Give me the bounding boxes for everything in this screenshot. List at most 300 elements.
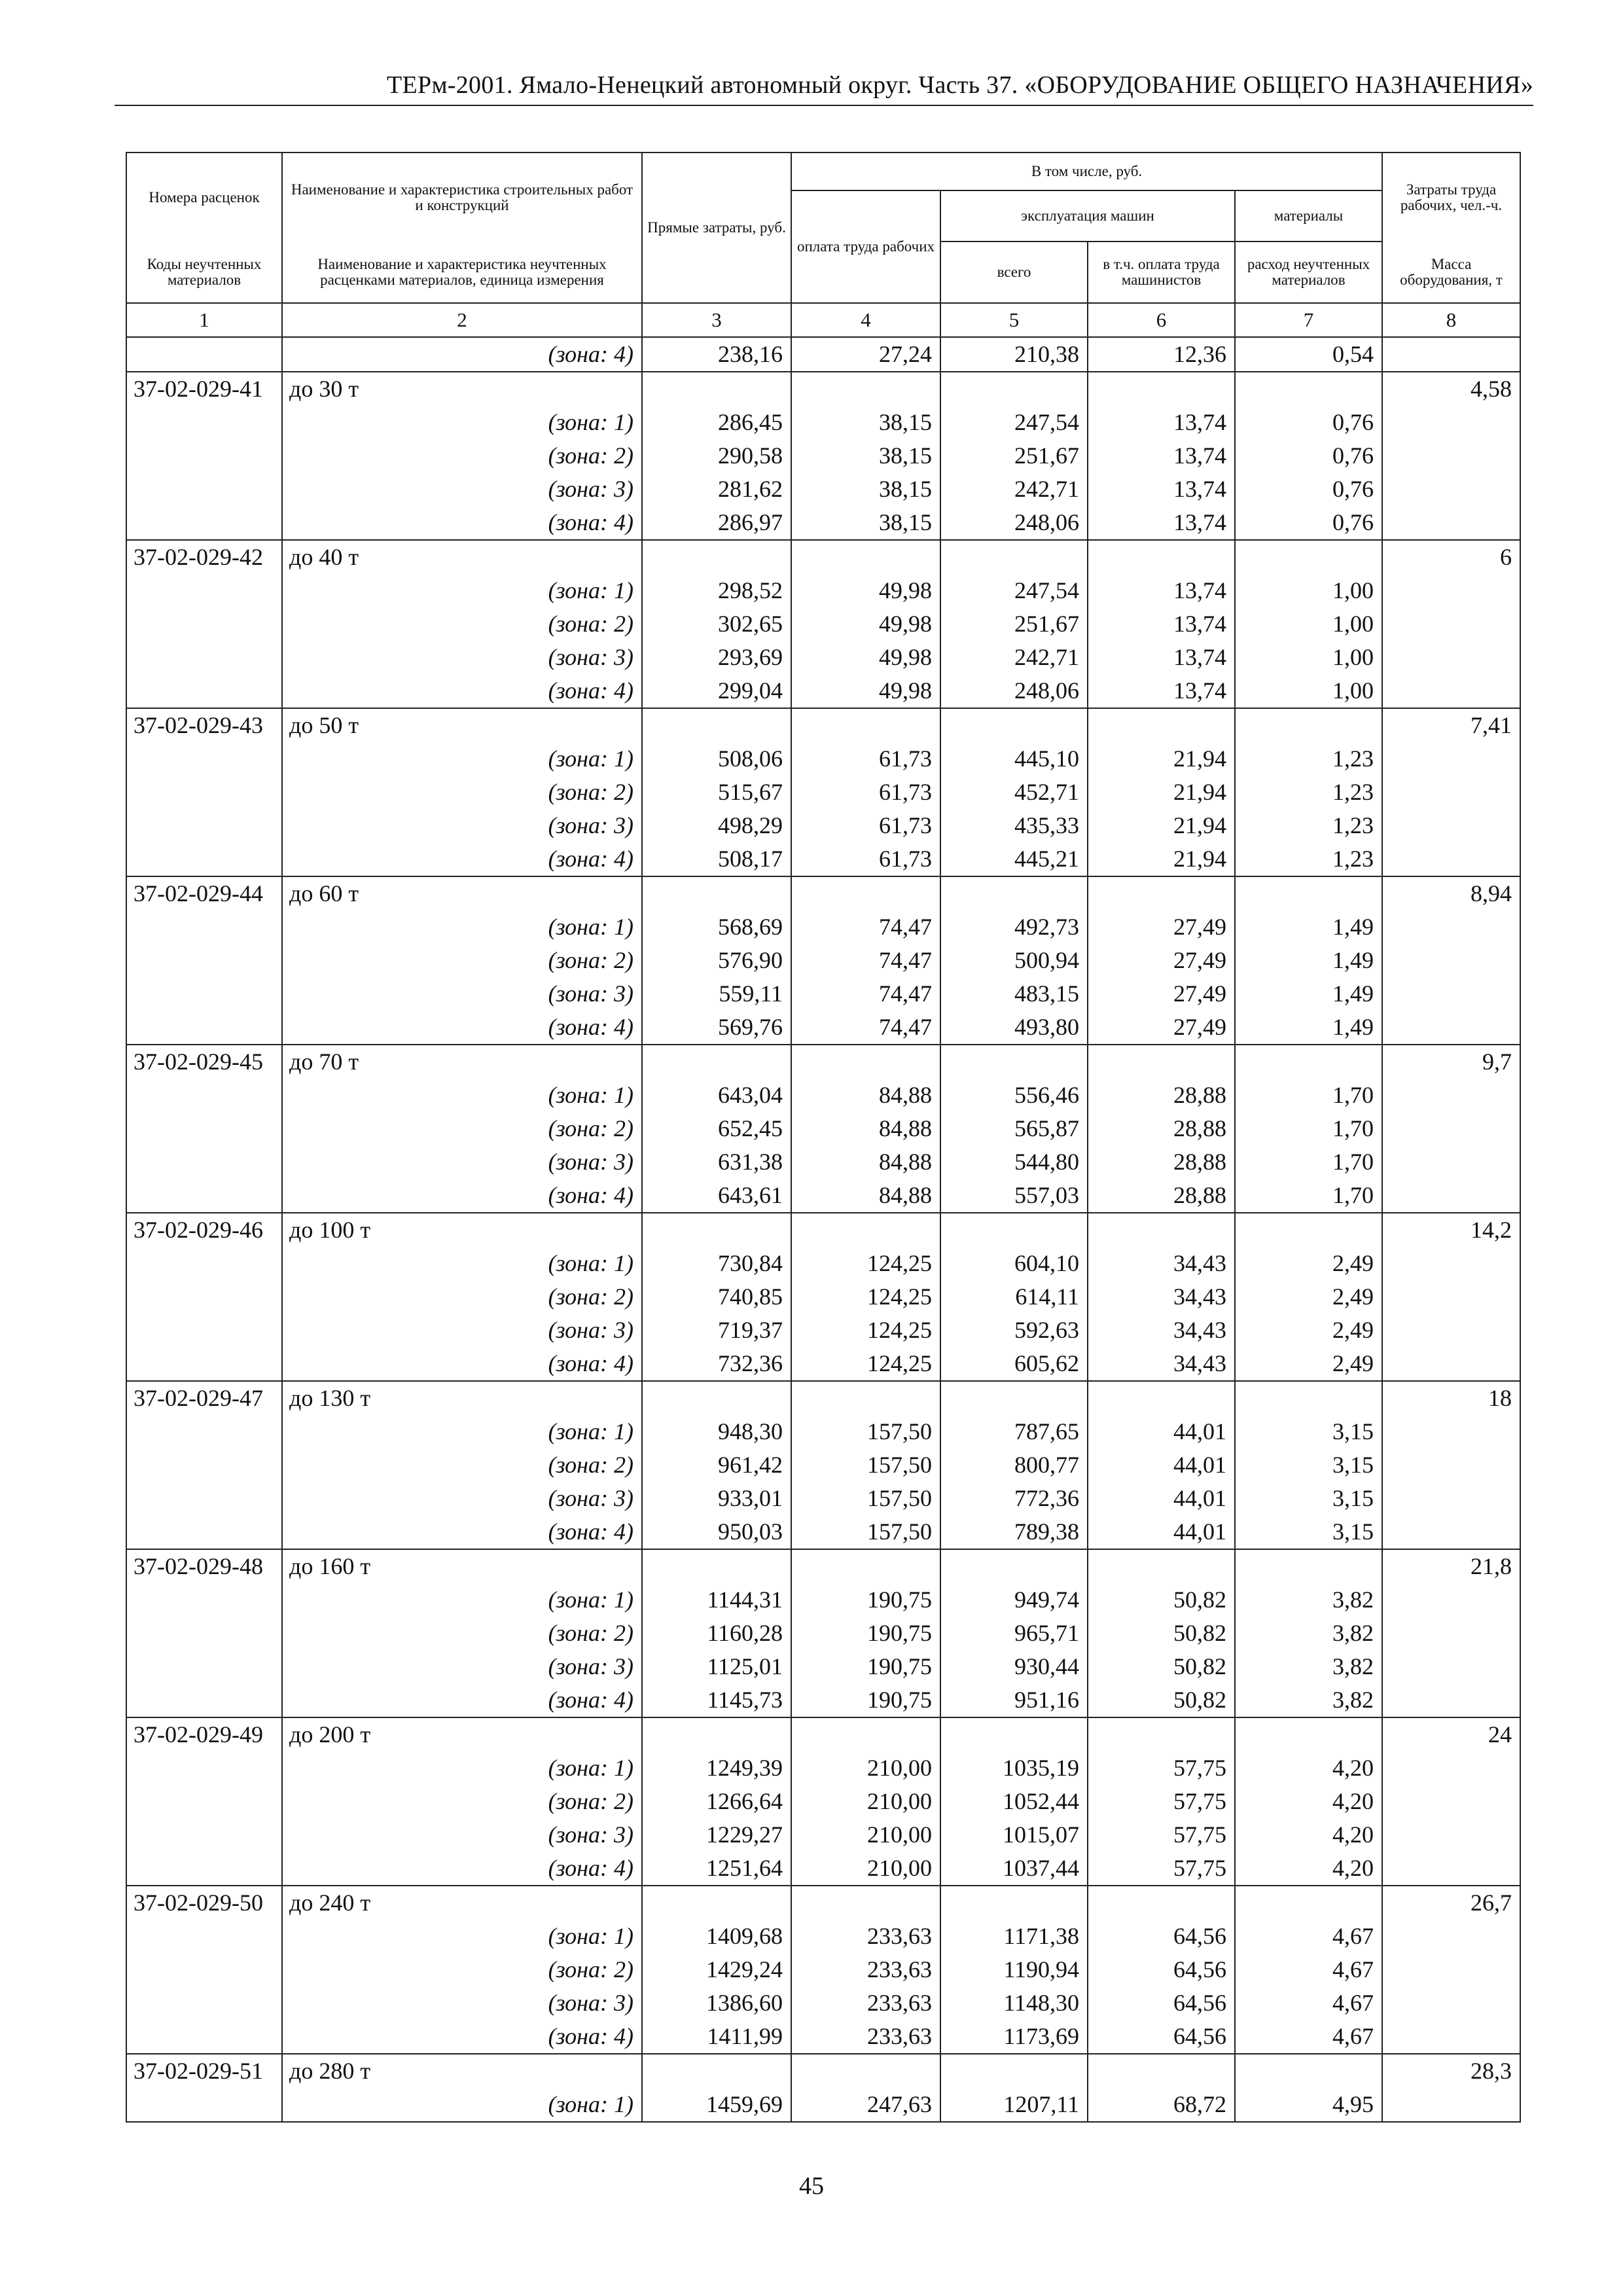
operators-pay-cell: 50,82 — [1088, 1683, 1235, 1717]
machine-total-cell: 248,06 — [940, 506, 1088, 540]
operators-pay-cell: 50,82 — [1088, 1650, 1235, 1683]
mass-cell — [1382, 1515, 1520, 1549]
labor-pay-cell: 190,75 — [791, 1683, 940, 1717]
direct-costs-cell: 302,65 — [642, 607, 791, 641]
table-row — [126, 1717, 1520, 1751]
direct-costs-cell: 961,42 — [642, 1448, 791, 1482]
description-cell: (зона: 2) — [282, 607, 642, 641]
mass-cell — [1382, 742, 1520, 776]
rate-code-cell — [126, 2020, 282, 2054]
direct-costs-cell: 631,38 — [642, 1145, 791, 1179]
operators-pay-cell: 21,94 — [1088, 809, 1235, 842]
column-number: 1 — [126, 303, 282, 337]
direct-costs-cell — [642, 1213, 791, 1247]
machine-total-cell: 1015,07 — [940, 1818, 1088, 1852]
header-unaccounted-codes: Коды неучтенных материалов — [126, 242, 282, 303]
direct-costs-cell: 1251,64 — [642, 1852, 791, 1886]
description-cell: (зона: 1) — [282, 1247, 642, 1280]
operators-pay-cell — [1088, 1549, 1235, 1583]
direct-costs-cell: 1459,69 — [642, 2088, 791, 2122]
labor-pay-cell: 233,63 — [791, 1953, 940, 1986]
machine-total-cell — [940, 1886, 1088, 1920]
mass-cell: 7,41 — [1382, 708, 1520, 742]
table-row — [126, 1213, 1520, 1247]
materials-cell: 1,70 — [1235, 1112, 1382, 1145]
mass-cell — [1382, 1852, 1520, 1886]
direct-costs-cell: 1429,24 — [642, 1953, 791, 1986]
machine-total-cell: 435,33 — [940, 809, 1088, 842]
page-number: 45 — [799, 2172, 824, 2200]
rate-code-cell: 37-02-029-43 — [126, 708, 282, 742]
labor-pay-cell: 190,75 — [791, 1650, 940, 1683]
mass-cell — [1382, 977, 1520, 1011]
machine-total-cell — [940, 1213, 1088, 1247]
operators-pay-cell — [1088, 708, 1235, 742]
materials-cell: 2,49 — [1235, 1247, 1382, 1280]
direct-costs-cell: 1409,68 — [642, 1920, 791, 1953]
description-cell: (зона: 3) — [282, 1482, 642, 1515]
description-cell: (зона: 2) — [282, 1953, 642, 1986]
machine-total-cell — [940, 1549, 1088, 1583]
description-cell: до 240 т — [282, 1886, 642, 1920]
rate-code-cell — [126, 1112, 282, 1145]
machine-total-cell: 445,10 — [940, 742, 1088, 776]
labor-pay-cell: 49,98 — [791, 641, 940, 674]
mass-cell — [1382, 1011, 1520, 1045]
labor-pay-cell — [791, 708, 940, 742]
description-cell: (зона: 2) — [282, 1785, 642, 1818]
operators-pay-cell: 13,74 — [1088, 574, 1235, 607]
labor-pay-cell: 233,63 — [791, 1986, 940, 2020]
operators-pay-cell: 27,49 — [1088, 1011, 1235, 1045]
operators-pay-cell: 64,56 — [1088, 1920, 1235, 1953]
description-cell: (зона: 4) — [282, 1347, 642, 1381]
labor-pay-cell: 210,00 — [791, 1818, 940, 1852]
operators-pay-cell: 57,75 — [1088, 1751, 1235, 1785]
materials-cell: 2,49 — [1235, 1280, 1382, 1314]
mass-cell — [1382, 910, 1520, 944]
rate-code-cell: 37-02-029-50 — [126, 1886, 282, 1920]
materials-cell — [1235, 1886, 1382, 1920]
labor-pay-cell: 38,15 — [791, 473, 940, 506]
direct-costs-cell: 740,85 — [642, 1280, 791, 1314]
running-header: ТЕРм-2001. Ямало-Ненецкий автономный округ. Часть 37. «ОБОРУДОВАНИЕ ОБЩЕГО НАЗНАЧЕНИЯ» — [387, 71, 1533, 99]
operators-pay-cell: 28,88 — [1088, 1079, 1235, 1112]
machine-total-cell: 1148,30 — [940, 1986, 1088, 2020]
direct-costs-cell: 286,45 — [642, 406, 791, 439]
mass-cell — [1382, 607, 1520, 641]
direct-costs-cell: 238,16 — [642, 337, 791, 372]
description-cell: (зона: 3) — [282, 473, 642, 506]
table-row — [126, 2088, 1520, 2122]
labor-pay-cell — [791, 1717, 940, 1751]
mass-cell — [1382, 1482, 1520, 1515]
table-row — [126, 439, 1520, 473]
rate-code-cell — [126, 1011, 282, 1045]
labor-pay-cell — [791, 1045, 940, 1079]
direct-costs-cell: 515,67 — [642, 776, 791, 809]
direct-costs-cell: 1266,64 — [642, 1785, 791, 1818]
machine-total-cell: 772,36 — [940, 1482, 1088, 1515]
description-cell: (зона: 1) — [282, 910, 642, 944]
machine-total-cell: 493,80 — [940, 1011, 1088, 1045]
rate-code-cell — [126, 1079, 282, 1112]
machine-total-cell: 492,73 — [940, 910, 1088, 944]
mass-cell — [1382, 1247, 1520, 1280]
labor-pay-cell: 233,63 — [791, 1920, 940, 1953]
machine-total-cell: 614,11 — [940, 1280, 1088, 1314]
materials-cell: 3,82 — [1235, 1683, 1382, 1717]
mass-cell — [1382, 473, 1520, 506]
rate-code-cell — [126, 1683, 282, 1717]
labor-pay-cell: 38,15 — [791, 439, 940, 473]
direct-costs-cell: 652,45 — [642, 1112, 791, 1145]
mass-cell: 26,7 — [1382, 1886, 1520, 1920]
labor-pay-cell — [791, 2054, 940, 2088]
materials-cell: 4,20 — [1235, 1785, 1382, 1818]
labor-pay-cell: 210,00 — [791, 1785, 940, 1818]
description-cell: (зона: 3) — [282, 1818, 642, 1852]
table-row — [126, 607, 1520, 641]
materials-cell: 1,70 — [1235, 1145, 1382, 1179]
description-cell: (зона: 1) — [282, 1415, 642, 1448]
table-row — [126, 1448, 1520, 1482]
direct-costs-cell: 508,06 — [642, 742, 791, 776]
mass-cell — [1382, 1751, 1520, 1785]
operators-pay-cell: 13,74 — [1088, 506, 1235, 540]
header-direct-costs: Прямые затраты, руб. — [642, 152, 791, 303]
description-cell: до 280 т — [282, 2054, 642, 2088]
description-cell: (зона: 4) — [282, 1011, 642, 1045]
rate-code-cell — [126, 641, 282, 674]
direct-costs-cell: 1249,39 — [642, 1751, 791, 1785]
table-row — [126, 1852, 1520, 1886]
labor-pay-cell: 84,88 — [791, 1179, 940, 1213]
table-row — [126, 1381, 1520, 1415]
machine-total-cell — [940, 876, 1088, 910]
materials-cell: 3,82 — [1235, 1650, 1382, 1683]
mass-cell: 4,58 — [1382, 372, 1520, 406]
materials-cell: 3,15 — [1235, 1482, 1382, 1515]
operators-pay-cell: 21,94 — [1088, 842, 1235, 876]
labor-pay-cell: 74,47 — [791, 910, 940, 944]
machine-total-cell — [940, 372, 1088, 406]
table-row — [126, 1683, 1520, 1717]
labor-pay-cell: 210,00 — [791, 1852, 940, 1886]
table-row — [126, 2054, 1520, 2088]
column-number: 3 — [642, 303, 791, 337]
machine-total-cell: 544,80 — [940, 1145, 1088, 1179]
labor-pay-cell: 124,25 — [791, 1347, 940, 1381]
description-cell: (зона: 1) — [282, 574, 642, 607]
machine-total-cell: 251,67 — [940, 607, 1088, 641]
table-row — [126, 708, 1520, 742]
header-including: В том числе, руб. — [791, 152, 1382, 190]
materials-cell: 1,00 — [1235, 641, 1382, 674]
mass-cell — [1382, 1617, 1520, 1650]
rate-code-cell — [126, 1986, 282, 2020]
operators-pay-cell: 68,72 — [1088, 2088, 1235, 2122]
rate-code-cell — [126, 406, 282, 439]
machine-total-cell: 500,94 — [940, 944, 1088, 977]
operators-pay-cell: 57,75 — [1088, 1785, 1235, 1818]
mass-cell — [1382, 1953, 1520, 1986]
description-cell: (зона: 3) — [282, 1650, 642, 1683]
rate-code-cell — [126, 439, 282, 473]
labor-pay-cell: 61,73 — [791, 742, 940, 776]
description-cell: (зона: 3) — [282, 977, 642, 1011]
rate-code-cell — [126, 2088, 282, 2122]
mass-cell: 8,94 — [1382, 876, 1520, 910]
description-cell: до 160 т — [282, 1549, 642, 1583]
rate-code-cell — [126, 1583, 282, 1617]
labor-pay-cell: 74,47 — [791, 1011, 940, 1045]
operators-pay-cell: 27,49 — [1088, 944, 1235, 977]
direct-costs-cell: 576,90 — [642, 944, 791, 977]
rate-code-cell: 37-02-029-46 — [126, 1213, 282, 1247]
table-row — [126, 337, 1520, 372]
materials-cell: 0,54 — [1235, 337, 1382, 372]
labor-pay-cell: 74,47 — [791, 977, 940, 1011]
materials-cell: 2,49 — [1235, 1347, 1382, 1381]
rate-code-cell — [126, 1314, 282, 1347]
mass-cell: 21,8 — [1382, 1549, 1520, 1583]
operators-pay-cell: 13,74 — [1088, 607, 1235, 641]
mass-cell — [1382, 337, 1520, 372]
rate-code-cell: 37-02-029-41 — [126, 372, 282, 406]
materials-cell — [1235, 876, 1382, 910]
direct-costs-cell — [642, 2054, 791, 2088]
machine-total-cell: 565,87 — [940, 1112, 1088, 1145]
table-row — [126, 1986, 1520, 2020]
mass-cell — [1382, 776, 1520, 809]
column-number: 7 — [1235, 303, 1382, 337]
labor-pay-cell — [791, 1886, 940, 1920]
machine-total-cell: 605,62 — [940, 1347, 1088, 1381]
rate-code-cell — [126, 574, 282, 607]
table-row — [126, 1280, 1520, 1314]
table-row — [126, 1785, 1520, 1818]
machine-total-cell: 556,46 — [940, 1079, 1088, 1112]
description-cell: до 70 т — [282, 1045, 642, 1079]
materials-cell — [1235, 1045, 1382, 1079]
labor-pay-cell — [791, 1381, 940, 1415]
direct-costs-cell: 286,97 — [642, 506, 791, 540]
rate-code-cell — [126, 1953, 282, 1986]
description-cell: до 30 т — [282, 372, 642, 406]
header-labor-costs: Затраты труда рабочих, чел.-ч. — [1382, 152, 1520, 242]
machine-total-cell: 1035,19 — [940, 1751, 1088, 1785]
labor-pay-cell: 49,98 — [791, 574, 940, 607]
table-row — [126, 406, 1520, 439]
operators-pay-cell: 57,75 — [1088, 1852, 1235, 1886]
direct-costs-cell: 950,03 — [642, 1515, 791, 1549]
column-number: 5 — [940, 303, 1088, 337]
mass-cell: 28,3 — [1382, 2054, 1520, 2088]
labor-pay-cell: 157,50 — [791, 1448, 940, 1482]
operators-pay-cell: 27,49 — [1088, 977, 1235, 1011]
direct-costs-cell: 1160,28 — [642, 1617, 791, 1650]
labor-pay-cell — [791, 1213, 940, 1247]
operators-pay-cell: 57,75 — [1088, 1818, 1235, 1852]
labor-pay-cell — [791, 540, 940, 574]
description-cell: до 100 т — [282, 1213, 642, 1247]
machine-total-cell: 445,21 — [940, 842, 1088, 876]
materials-cell — [1235, 2054, 1382, 2088]
mass-cell — [1382, 1583, 1520, 1617]
table-header — [126, 152, 1520, 303]
header-rule — [115, 105, 1533, 106]
table-row — [126, 1045, 1520, 1079]
table-row — [126, 506, 1520, 540]
machine-total-cell: 1207,11 — [940, 2088, 1088, 2122]
mass-cell — [1382, 574, 1520, 607]
description-cell: (зона: 1) — [282, 1079, 642, 1112]
mass-cell — [1382, 2020, 1520, 2054]
materials-cell: 1,23 — [1235, 742, 1382, 776]
machine-total-cell: 1171,38 — [940, 1920, 1088, 1953]
labor-pay-cell: 49,98 — [791, 607, 940, 641]
materials-cell: 1,23 — [1235, 842, 1382, 876]
materials-cell: 1,70 — [1235, 1079, 1382, 1112]
mass-cell — [1382, 1920, 1520, 1953]
materials-cell — [1235, 708, 1382, 742]
machine-total-cell — [940, 1717, 1088, 1751]
materials-cell: 0,76 — [1235, 506, 1382, 540]
direct-costs-cell: 1411,99 — [642, 2020, 791, 2054]
direct-costs-cell: 730,84 — [642, 1247, 791, 1280]
materials-cell: 4,67 — [1235, 2020, 1382, 2054]
machine-total-cell: 965,71 — [940, 1617, 1088, 1650]
mass-cell — [1382, 1280, 1520, 1314]
machine-total-cell: 251,67 — [940, 439, 1088, 473]
labor-pay-cell: 49,98 — [791, 674, 940, 708]
mass-cell — [1382, 1448, 1520, 1482]
operators-pay-cell: 13,74 — [1088, 406, 1235, 439]
description-cell: (зона: 4) — [282, 1515, 642, 1549]
table-row — [126, 1415, 1520, 1448]
description-cell: (зона: 3) — [282, 641, 642, 674]
mass-cell — [1382, 1347, 1520, 1381]
machine-total-cell — [940, 1045, 1088, 1079]
machine-total-cell: 951,16 — [940, 1683, 1088, 1717]
rate-code-cell — [126, 1920, 282, 1953]
mass-cell — [1382, 1986, 1520, 2020]
direct-costs-cell: 1386,60 — [642, 1986, 791, 2020]
mass-cell — [1382, 1314, 1520, 1347]
machine-total-cell: 1052,44 — [940, 1785, 1088, 1818]
materials-cell: 2,49 — [1235, 1314, 1382, 1347]
table-row — [126, 1079, 1520, 1112]
labor-pay-cell: 157,50 — [791, 1415, 940, 1448]
rate-code-cell — [126, 1280, 282, 1314]
rate-code-cell — [126, 1247, 282, 1280]
rate-code-cell: 37-02-029-42 — [126, 540, 282, 574]
labor-pay-cell: 27,24 — [791, 337, 940, 372]
description-cell: (зона: 2) — [282, 1448, 642, 1482]
labor-pay-cell: 74,47 — [791, 944, 940, 977]
machine-total-cell: 789,38 — [940, 1515, 1088, 1549]
operators-pay-cell — [1088, 540, 1235, 574]
direct-costs-cell: 298,52 — [642, 574, 791, 607]
materials-cell — [1235, 1381, 1382, 1415]
rate-code-cell — [126, 742, 282, 776]
machine-total-cell — [940, 1381, 1088, 1415]
operators-pay-cell: 12,36 — [1088, 337, 1235, 372]
machine-total-cell: 1173,69 — [940, 2020, 1088, 2054]
rate-code-cell — [126, 607, 282, 641]
description-cell: до 60 т — [282, 876, 642, 910]
rate-code-cell — [126, 1852, 282, 1886]
materials-cell: 3,15 — [1235, 1515, 1382, 1549]
table-row — [126, 1751, 1520, 1785]
header-equipment-mass: Масса оборудования, т — [1382, 242, 1520, 303]
table-row — [126, 1515, 1520, 1549]
materials-cell: 3,82 — [1235, 1617, 1382, 1650]
rate-code-cell — [126, 809, 282, 842]
rate-code-cell — [126, 1818, 282, 1852]
materials-cell: 4,20 — [1235, 1852, 1382, 1886]
mass-cell — [1382, 1179, 1520, 1213]
labor-pay-cell: 210,00 — [791, 1751, 940, 1785]
mass-cell — [1382, 1079, 1520, 1112]
operators-pay-cell: 27,49 — [1088, 910, 1235, 944]
materials-cell — [1235, 540, 1382, 574]
column-number-row — [126, 303, 1520, 337]
table-row — [126, 977, 1520, 1011]
materials-cell: 3,15 — [1235, 1448, 1382, 1482]
labor-pay-cell: 247,63 — [791, 2088, 940, 2122]
machine-total-cell — [940, 708, 1088, 742]
machine-total-cell: 949,74 — [940, 1583, 1088, 1617]
machine-total-cell: 557,03 — [940, 1179, 1088, 1213]
machine-total-cell — [940, 540, 1088, 574]
operators-pay-cell: 13,74 — [1088, 439, 1235, 473]
direct-costs-cell: 293,69 — [642, 641, 791, 674]
operators-pay-cell — [1088, 372, 1235, 406]
operators-pay-cell: 44,01 — [1088, 1448, 1235, 1482]
table-row — [126, 540, 1520, 574]
rate-code-cell: 37-02-029-47 — [126, 1381, 282, 1415]
labor-pay-cell: 84,88 — [791, 1112, 940, 1145]
header-unaccounted-name: Наименование и характеристика неучтенных расценками материалов, единица измерения — [282, 242, 642, 303]
operators-pay-cell: 44,01 — [1088, 1515, 1235, 1549]
description-cell: (зона: 3) — [282, 1986, 642, 2020]
materials-cell: 0,76 — [1235, 406, 1382, 439]
operators-pay-cell: 34,43 — [1088, 1280, 1235, 1314]
materials-cell: 4,20 — [1235, 1751, 1382, 1785]
mass-cell — [1382, 944, 1520, 977]
mass-cell — [1382, 2088, 1520, 2122]
materials-cell: 4,95 — [1235, 2088, 1382, 2122]
operators-pay-cell: 28,88 — [1088, 1145, 1235, 1179]
labor-pay-cell: 190,75 — [791, 1617, 940, 1650]
header-machine-total: всего — [940, 242, 1088, 303]
rate-code-cell — [126, 944, 282, 977]
mass-cell — [1382, 842, 1520, 876]
direct-costs-cell — [642, 1886, 791, 1920]
materials-cell — [1235, 1717, 1382, 1751]
rate-code-cell — [126, 776, 282, 809]
description-cell: (зона: 4) — [282, 1683, 642, 1717]
direct-costs-cell — [642, 1549, 791, 1583]
labor-pay-cell — [791, 876, 940, 910]
machine-total-cell: 210,38 — [940, 337, 1088, 372]
rate-code-cell — [126, 1179, 282, 1213]
description-cell: (зона: 4) — [282, 1852, 642, 1886]
mass-cell — [1382, 1683, 1520, 1717]
machine-total-cell: 483,15 — [940, 977, 1088, 1011]
